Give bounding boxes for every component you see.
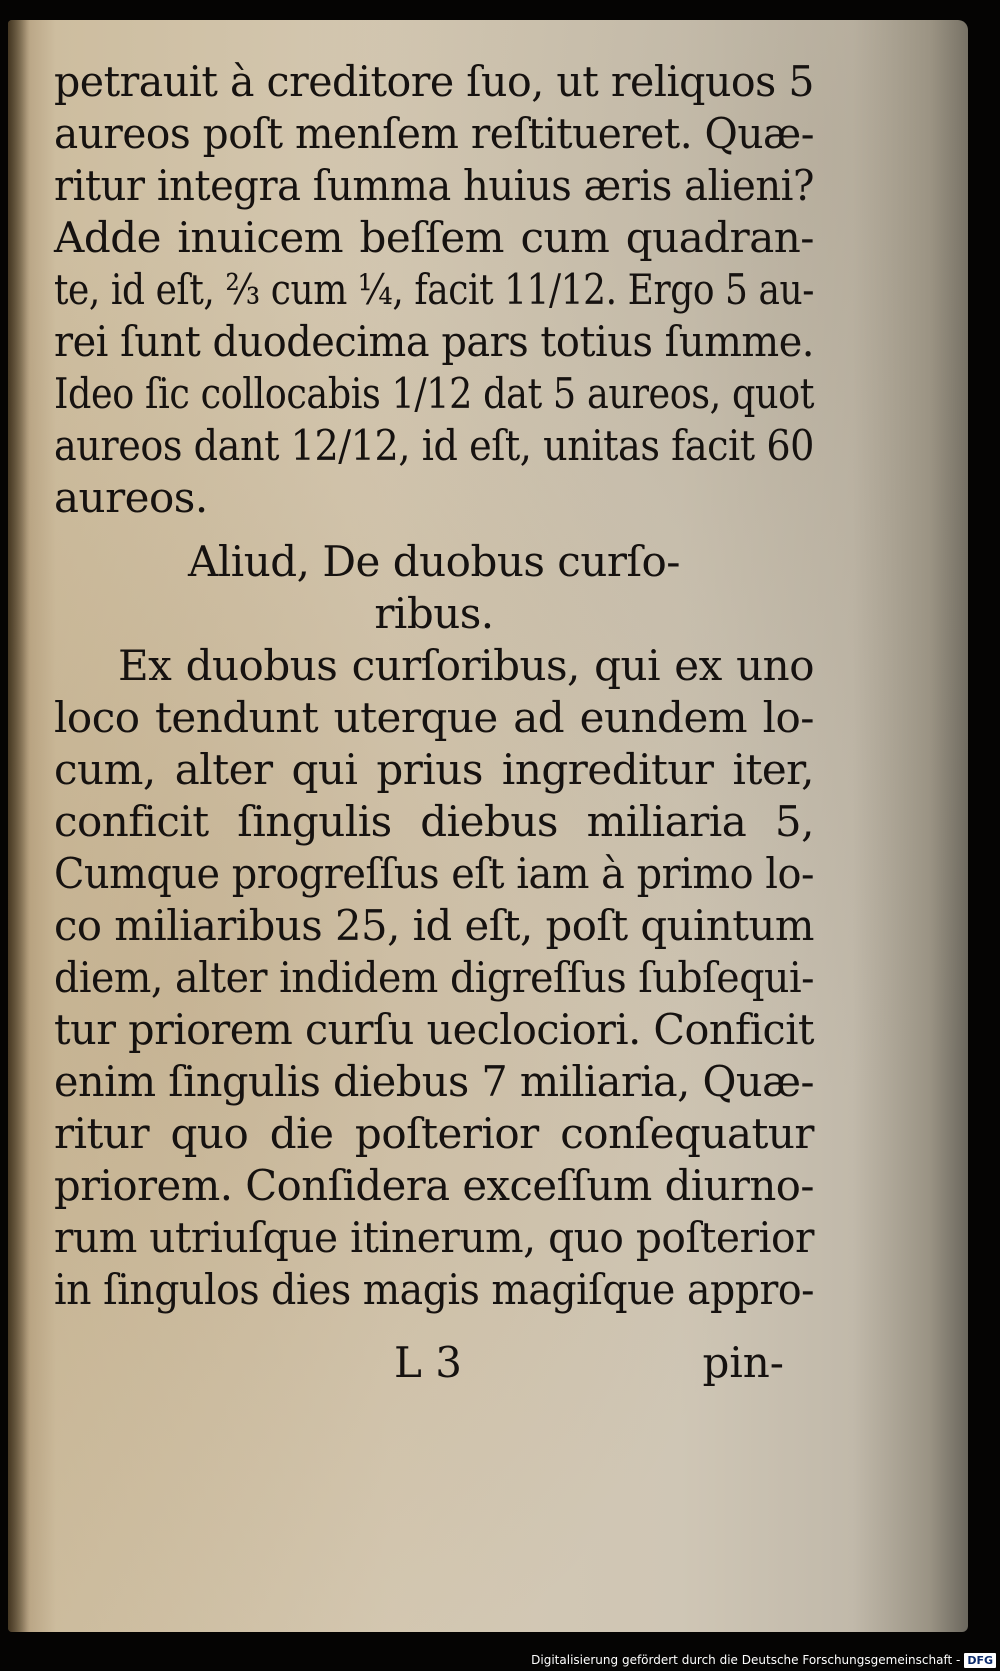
text-line: Adde inuicem beſſem cum quadran- xyxy=(54,213,814,262)
text-line: tur priorem curſu ueclociori. Conficit xyxy=(54,1005,815,1054)
text-line: co miliaribus 25, id eſt, poſt quintum xyxy=(54,901,815,950)
text-line: in ſingulos dies magis magiſque appro- xyxy=(54,1265,815,1314)
text-line: priorem. Conſidera exceſſum diurno- xyxy=(54,1161,815,1210)
text-line: aureos poſt menſem reſtitueret. Quæ- xyxy=(54,109,815,158)
text-line: ritur quo die poſterior conſequatur xyxy=(54,1109,814,1158)
text-line: cum, alter qui prius ingreditur iter, xyxy=(54,745,814,794)
text-line: aureos dant 12/12, id eſt, unitas facit 60 xyxy=(54,421,815,470)
digitization-credit: Digitalisierung gefördert durch die Deutsche Forschungsgemeinschaft - xyxy=(531,1653,961,1667)
digitization-footer xyxy=(531,1649,1000,1671)
section-heading: ribus. xyxy=(374,589,494,638)
section-gap xyxy=(54,524,814,536)
dfg-logo-icon: DFG xyxy=(964,1653,996,1668)
section-heading: Aliud, De duobus curſo- xyxy=(188,537,680,586)
text-line: loco tendunt uterque ad eundem lo- xyxy=(54,693,814,742)
text-line: conficit ſingulis diebus miliaria 5, xyxy=(54,797,814,846)
page-text xyxy=(54,56,814,1316)
gutter-shadow xyxy=(8,20,30,1632)
text-line: Ideo ſic collocabis 1/12 dat 5 aureos, quot xyxy=(54,369,814,418)
text-line: enim ſingulis diebus 7 miliaria, Quæ- xyxy=(54,1057,814,1106)
text-line: aureos. xyxy=(54,473,208,522)
text-line: ritur integra ſumma huius æris alieni? xyxy=(54,161,814,210)
text-line: rum utriuſque itinerum, quo poſterior xyxy=(54,1213,815,1262)
text-line: Cumque progreſſus eſt iam à primo lo- xyxy=(54,849,815,898)
text-line: rei ſunt duodecima pars totius ſumme. xyxy=(54,317,815,366)
text-line: petrauit à creditore ſuo, ut reliquos 5 xyxy=(54,57,814,106)
text-line: Ex duobus curſoribus, qui ex uno xyxy=(118,641,814,690)
catchword: pin- xyxy=(702,1338,784,1387)
text-line: te, id eſt, ⅔ cum ¼, facit 11/12. Ergo 5 au- xyxy=(54,265,814,314)
book-page xyxy=(8,20,968,1632)
page-foot xyxy=(54,1338,814,1398)
text-line: diem, alter indidem digreſſus ſubſequi- xyxy=(54,953,815,1002)
signature-mark: L 3 xyxy=(394,1338,462,1387)
